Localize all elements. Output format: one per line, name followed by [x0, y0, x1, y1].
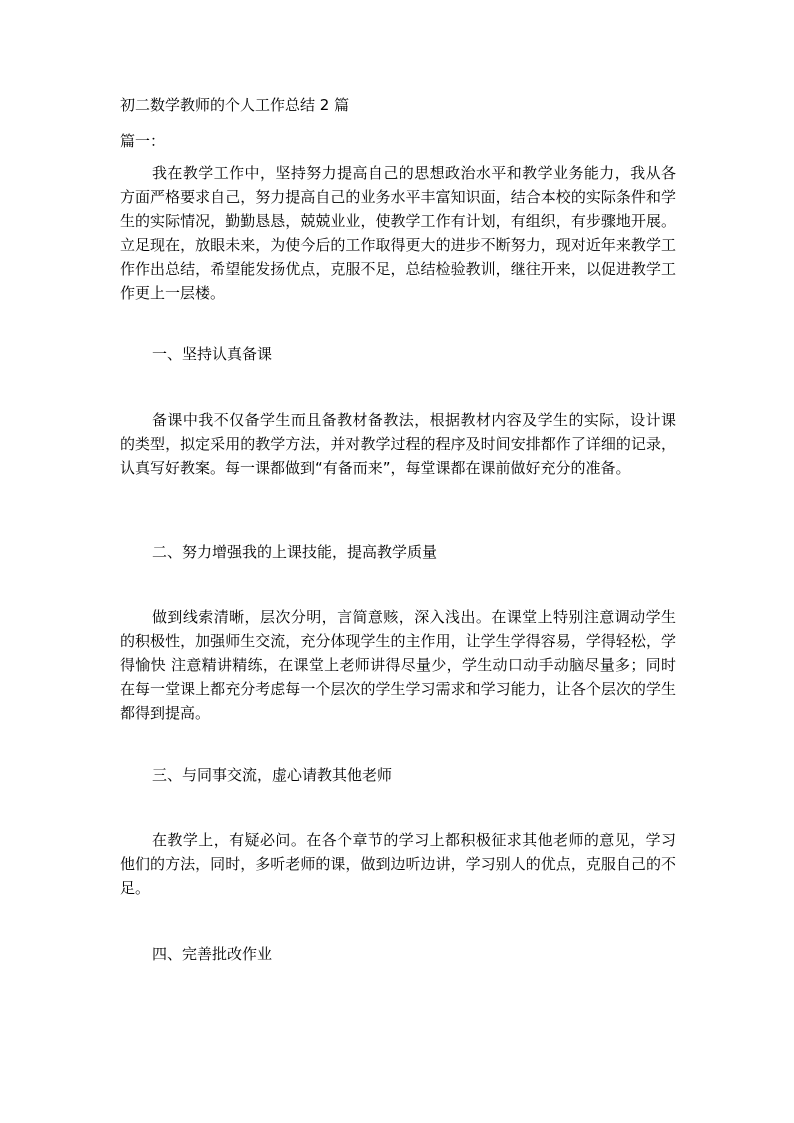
- section-body-3: 在教学上，有疑必问。在各个章节的学习上都积极征求其他老师的意见，学习他们的方法，同时，多听老师的课，做到边听边讲，学习别人的优点，克服自己的不足。: [120, 831, 676, 897]
- intro-paragraph: 我在教学工作中，坚持努力提高自己的思想政治水平和教学业务能力，我从各方面严格要求自己，努力提高自己的业务水平丰富知识面，结合本校的实际条件和学生的实际情况，勤勤恳恳，兢兢业业，使教学工作有计划，有组织，有步骤地开展。立足现在，放眼未来，为使今后的工作取得更大的进步不断努力，现对近年来教学工作作出总结，希望能发扬优点，克服不足，总结检验教训，继往开来，以促进教学工作更上一层楼。: [120, 164, 676, 302]
- section-heading-3: 三、与同事交流，虚心请教其他老师: [152, 766, 393, 784]
- section-body-2: 做到线索清晰，层次分明，言简意赅，深入浅出。在课堂上特别注意调动学生的积极性，加强师生交流，充分体现学生的主作用，让学生学得容易，学得轻松，学得愉快 注意精讲精练，在课堂上老师讲得尽量少，学生动口动手动脑尽量多；同时在每一堂课上都充分考虑每一个层次的学生学习需求和学习能力，让各个层次的学生都得到提高。: [120, 608, 676, 722]
- section-heading-1: 一、坚持认真备课: [152, 345, 273, 363]
- section-heading-2: 二、努力增强我的上课技能，提高教学质量: [152, 543, 438, 561]
- section-heading-4: 四、完善批改作业: [152, 945, 273, 963]
- section-body-1: 备课中我不仅备学生而且备教材备教法，根据教材内容及学生的实际，设计课的类型，拟定采用的教学方法，并对教学过程的程序及时间安排都作了详细的记录，认真写好教案。每一课都做到“有备而来”，每堂课都在课前做好充分的准备。: [120, 411, 676, 477]
- part-label: 篇一：: [120, 132, 166, 150]
- document-title: 初二数学教师的个人工作总结 2 篇: [120, 96, 350, 114]
